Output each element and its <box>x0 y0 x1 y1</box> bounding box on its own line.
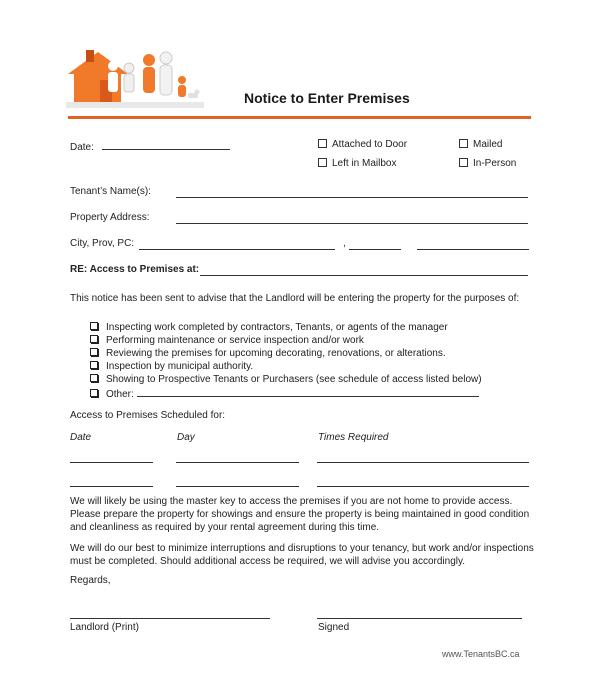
purpose-item[interactable]: Inspecting work completed by contractors, Tenants, or agents of the manager <box>90 321 482 334</box>
property-address-label: Property Address: <box>70 212 150 223</box>
landlord-print-label: Landlord (Print) <box>70 622 139 633</box>
purpose-item[interactable]: Reviewing the premises for upcoming decorating, renovations, or alterations. <box>90 347 482 360</box>
city-comma: , <box>343 238 346 249</box>
schedule-times-blank[interactable] <box>317 462 529 463</box>
signature-blank[interactable] <box>317 618 522 619</box>
purpose-item[interactable]: Performing maintenance or service inspection and/or work <box>90 334 482 347</box>
checkbox-icon <box>90 374 98 382</box>
col-day: Day <box>177 432 195 443</box>
purpose-item[interactable]: Inspection by municipal authority. <box>90 360 482 373</box>
schedule-day-blank[interactable] <box>176 486 299 487</box>
schedule-day-blank[interactable] <box>176 462 299 463</box>
checkbox-icon <box>90 389 98 397</box>
postal-code-blank[interactable] <box>417 249 529 250</box>
re-access-label: RE: Access to Premises at: <box>70 264 200 275</box>
checkbox-icon <box>90 348 98 356</box>
date-label: Date: <box>70 142 94 153</box>
city-blank[interactable] <box>139 249 335 250</box>
property-address-blank[interactable] <box>176 223 528 224</box>
col-date: Date <box>70 432 92 443</box>
col-times: Times Required <box>318 432 389 443</box>
checkbox-left-in-mailbox[interactable] <box>318 158 396 169</box>
title-rule <box>68 116 531 119</box>
re-access-blank[interactable] <box>200 275 528 276</box>
intro-paragraph: This notice has been sent to advise that the Landlord will be entering the property for the purposes of: <box>70 293 520 304</box>
purpose-list <box>90 321 482 401</box>
checkbox-mailed[interactable] <box>459 139 502 150</box>
schedule-date-blank[interactable] <box>70 462 153 463</box>
date-field[interactable] <box>70 139 230 153</box>
purpose-item-other[interactable]: Other: <box>90 386 482 401</box>
tenant-names-blank[interactable] <box>176 197 528 198</box>
checkbox-icon <box>90 361 98 369</box>
checkbox-icon <box>318 158 327 167</box>
tenant-names-label: Tenant’s Name(s): <box>70 186 151 197</box>
checkbox-icon <box>459 139 468 148</box>
checkbox-icon <box>90 322 98 330</box>
schedule-heading: Access to Premises Scheduled for: <box>70 410 226 421</box>
other-blank[interactable] <box>137 386 479 397</box>
schedule-date-blank[interactable] <box>70 486 153 487</box>
regards-text: Regards, <box>70 575 111 586</box>
interruptions-paragraph: We will do our best to minimize interruptions and disruptions to your tenancy, but work and/or inspections must be completed. Should additional access be required, we will advise you accordingly. <box>70 543 534 567</box>
master-key-paragraph: We will likely be using the master key to access the premises if you are not home to provide access. Please prepare the property for showings and ensure the property is being maintained in good condition and cleanliness as required by your rental agreement during this time. <box>70 496 530 533</box>
footer-url[interactable]: www.TenantsBC.ca <box>442 649 520 659</box>
checkbox-attached-to-door[interactable] <box>318 139 407 150</box>
city-label: City, Prov, PC: <box>70 238 135 249</box>
checkbox-label: In-Person <box>473 158 517 169</box>
date-blank[interactable] <box>102 139 230 150</box>
checkbox-label: Mailed <box>473 139 503 150</box>
checkbox-icon <box>90 335 98 343</box>
checkbox-icon <box>318 139 327 148</box>
checkbox-label: Left in Mailbox <box>332 158 397 169</box>
signed-label: Signed <box>318 622 350 633</box>
landlord-print-blank[interactable] <box>70 618 270 619</box>
checkbox-icon <box>459 158 468 167</box>
house-family-logo <box>66 44 206 110</box>
checkbox-label: Attached to Door <box>332 139 408 150</box>
checkbox-in-person[interactable] <box>459 158 516 169</box>
page-title: Notice to Enter Premises <box>244 90 410 106</box>
purpose-item[interactable]: Showing to Prospective Tenants or Purchasers (see schedule of access listed below) <box>90 373 482 386</box>
schedule-times-blank[interactable] <box>317 486 529 487</box>
province-blank[interactable] <box>349 249 401 250</box>
